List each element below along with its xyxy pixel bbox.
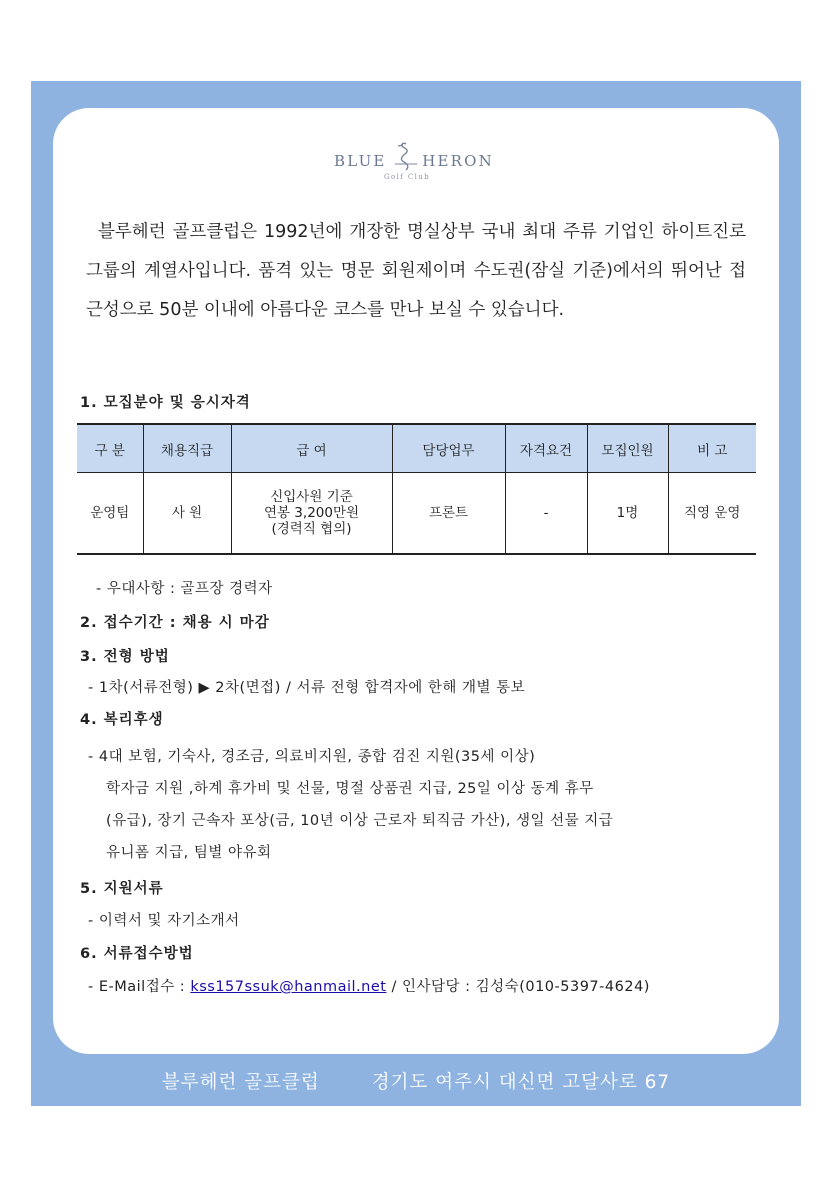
table-header-cell: 자격요건 bbox=[505, 424, 587, 473]
cell-grade: 사 원 bbox=[143, 473, 231, 555]
contact-line bbox=[88, 975, 650, 996]
cell-pay bbox=[231, 473, 392, 555]
blue-heron-logo bbox=[334, 148, 494, 184]
footer-company: 블루헤런 골프클럽 bbox=[161, 1072, 320, 1093]
pay-line: 연봉 3,200만원 bbox=[263, 505, 360, 521]
section5-title: 5. 지원서류 bbox=[80, 881, 164, 897]
section3-title: 3. 전형 방법 bbox=[80, 649, 170, 665]
pay-line: 신입사원 기준 bbox=[270, 489, 353, 505]
logo-word-left: BLUE bbox=[334, 152, 387, 170]
section2-title: 2. 접수기간 : 채용 시 마감 bbox=[80, 615, 270, 631]
intro-paragraph: 블루헤런 골프클럽은 1992년에 개장한 명실상부 국내 최대 주류 기업인 하이트진로 그룹의 계열사입니다. 품격 있는 명문 회원제이며 수도권(잠실 기준)에서의 뛰어난 접근성으로 50분 이내에 아름다운 코스를 만나 보실 수 있습니다. bbox=[86, 222, 746, 320]
section4-title: 4. 복리후생 bbox=[80, 712, 164, 728]
heron-icon bbox=[393, 140, 419, 174]
cell-duty: 프론트 bbox=[392, 473, 505, 555]
preference-line: - 우대사항 : 골프장 경력자 bbox=[96, 581, 273, 597]
pay-line: (경력직 협의) bbox=[271, 521, 352, 537]
footer-address: 경기도 여주시 대신면 고달사로 67 bbox=[371, 1072, 671, 1093]
table-header-cell: 담당업무 bbox=[392, 424, 505, 473]
cell-qualification: - bbox=[505, 473, 587, 555]
table-header-cell: 모집인원 bbox=[587, 424, 668, 473]
logo-word-right: HERON bbox=[422, 152, 494, 170]
table-header-row bbox=[77, 424, 756, 473]
table-header-cell: 채용직급 bbox=[143, 424, 231, 473]
email-link[interactable]: kss157ssuk@hanmail.net bbox=[190, 979, 387, 995]
section1-title: 1. 모집분야 및 응시자격 bbox=[80, 395, 251, 411]
benefit-line: - 4대 보험, 기숙사, 경조금, 의료비지원, 종합 검진 지원(35세 이상) bbox=[88, 749, 536, 765]
footer bbox=[31, 1068, 801, 1094]
benefit-line: 학자금 지원 ,하계 휴가비 및 선물, 명절 상품권 지급, 25일 이상 동계 휴무 bbox=[106, 781, 594, 797]
cell-count: 1명 bbox=[587, 473, 668, 555]
table-header-cell: 구 분 bbox=[77, 424, 143, 473]
cell-team: 운영팀 bbox=[77, 473, 143, 555]
table-header-cell: 비 고 bbox=[668, 424, 756, 473]
logo-subtitle: Golf Club bbox=[384, 173, 431, 181]
section5-line: - 이력서 및 자기소개서 bbox=[88, 913, 240, 929]
benefit-line: 유니폼 지급, 팀별 야유회 bbox=[106, 845, 272, 861]
recruit-table bbox=[77, 423, 756, 555]
cell-note: 직영 운영 bbox=[668, 473, 756, 555]
table-row bbox=[77, 473, 756, 555]
section6-title: 6. 서류접수방법 bbox=[80, 946, 194, 962]
contact-prefix: - E-Mail접수 : bbox=[88, 979, 191, 995]
benefit-line: (유급), 장기 근속자 포상(금, 10년 이상 근로자 퇴직금 가산), 생일 선물 지급 bbox=[106, 813, 614, 829]
section3-line: - 1차(서류전형) ▶ 2차(면접) / 서류 전형 합격자에 한해 개별 통보 bbox=[88, 680, 526, 696]
table-header-cell: 급 여 bbox=[231, 424, 392, 473]
contact-suffix: / 인사담당 : 김성숙(010-5397-4624) bbox=[386, 979, 650, 995]
